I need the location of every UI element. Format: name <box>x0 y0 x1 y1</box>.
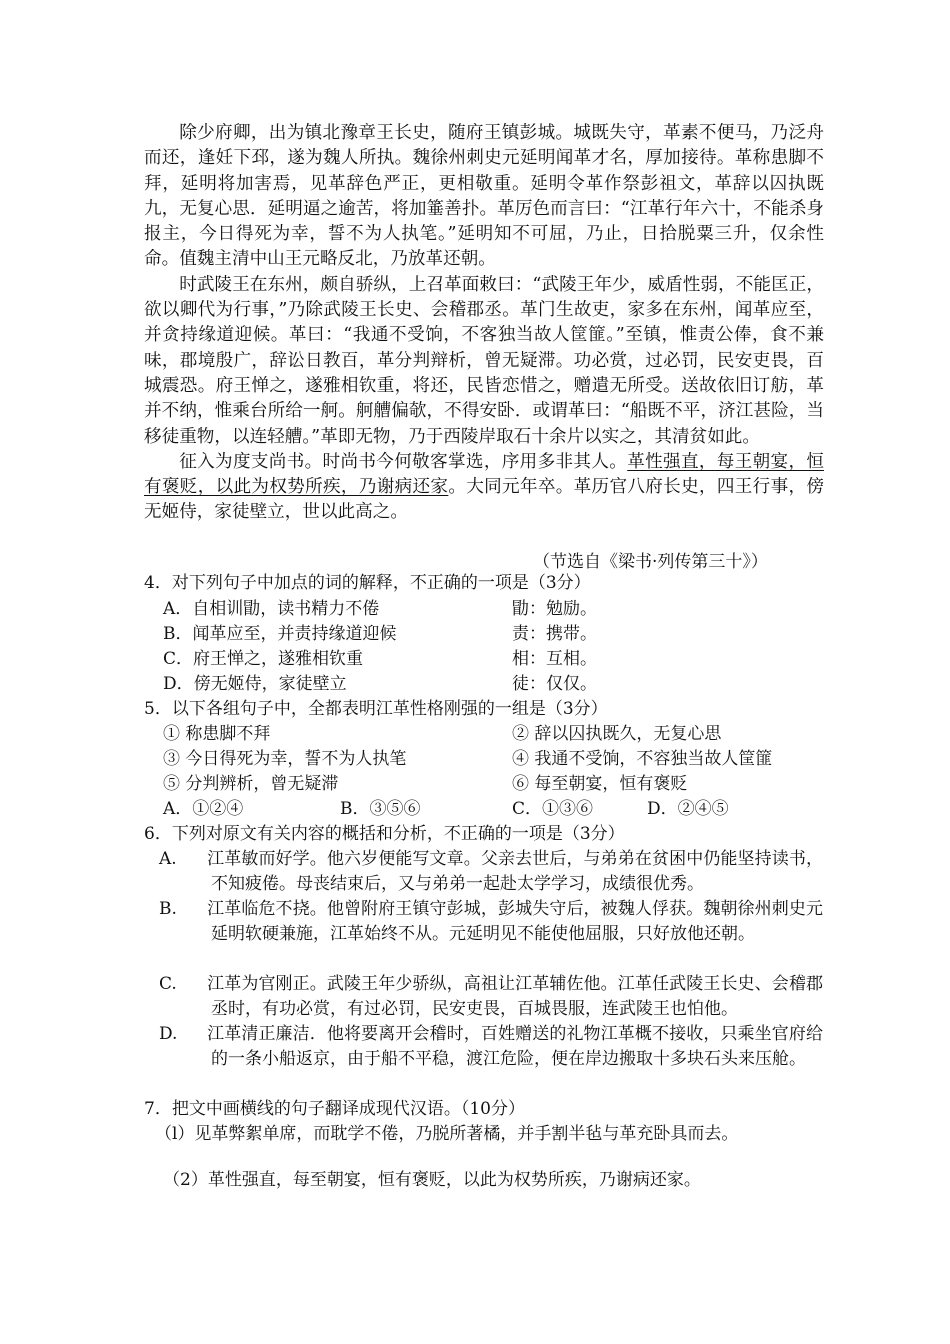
underlined-sentence: 革性强直，每王朝宴，恒有褒贬，以此为权势所疾，乃谢病还家 <box>144 451 824 498</box>
question-6-option-c <box>159 972 823 1022</box>
question-5-choice-d: D．②④⑤ <box>647 799 729 819</box>
question-4-option-a-gloss: 勖：勉励。 <box>512 599 597 619</box>
option-letter: A. <box>159 849 177 869</box>
question-5-item-6: ⑥ 每至朝宴，恒有褒贬 <box>512 774 688 794</box>
question-6-stem: 6．下列对原文有关内容的概括和分析，不正确的一项是（3分） <box>144 824 625 844</box>
classical-passage <box>144 121 824 526</box>
question-5-choice-c: C．①③⑥ <box>512 799 594 819</box>
option-letter: C. <box>159 974 177 994</box>
question-4-option-d: D．傍无姬侍，家徒壁立 <box>163 674 347 694</box>
option-letter: B. <box>159 899 177 919</box>
option-letter: D. <box>159 1024 178 1044</box>
passage-source: （节选自《梁书·列传第三十》） <box>533 552 768 572</box>
question-5-choice-a: A．①②④ <box>163 799 244 819</box>
option-text: 江革敏而好学。他六岁便能写文章。父亲去世后，与弟弟在贫困中仍能坚持读书，不知疲倦。母丧结束后，又与弟弟一起赴太学学习，成绩很优秀。 <box>207 849 823 894</box>
question-4-option-d-gloss: 徒：仅仅。 <box>512 674 597 694</box>
question-5-item-4: ④ 我通不受饷，不容独当故人筐篚 <box>512 749 773 769</box>
paragraph-3-ending: 。大同元年卒。革历官八府长史，四王行事，傍无姬侍，家徒壁立，世以此高之。 <box>144 477 824 523</box>
question-4-option-c: C．府王惮之，遂雅相钦重 <box>163 649 364 669</box>
question-5-choice-b: B．③⑤⑥ <box>340 799 421 819</box>
passage-paragraph-2: 时武陵王在东州，颇自骄纵，上召革面敕曰：“武陵王年少，威盾性弱，不能匡正，欲以卿代为行事，”乃除武陵王长史、会稽郡丞。革门生故吏，家多在东州，闻革应至，并贪持缘道迎候。革曰：“我通不受饷，不客独当故人筐篚。”至镇，惟责公俸，食不兼味，郡境殷广，辞讼日教百，革分判辩析，曾无疑滞。功必赏，过必罚，民安吏畏，百城震恐。府王惮之，遂雅相钦重，将还，民皆恋惜之，赠遣无所受。送故依旧订舫，革并不纳，惟乘台所给一舸。舸艚偏欹，不得安卧．或谓革曰：“船既不平，济江甚险，当移徒重物，以连轻艚。”革即无物，乃于西陵岸取石十余片以实之，其清贫如此。 <box>144 274 824 447</box>
question-5-item-3: ③ 今日得死为幸，誓不为人执笔 <box>163 749 407 769</box>
question-7-stem: 7．把文中画横线的句子翻译成现代汉语。（10分） <box>144 1099 525 1119</box>
translation-sentence-2: （2）革性强直，每至朝宴，恒有褒贬，以此为权势所疾，乃谢病还家。 <box>163 1170 701 1190</box>
option-text: 江革清正廉洁．他将要离开会稽时，百姓赠送的礼物江革概不接收，只乘坐官府给的一条小船返京，由于船不平稳，渡江危险，便在岸边搬取十多块石头来压舱。 <box>207 1024 823 1069</box>
question-4-option-c-gloss: 相：互相。 <box>512 649 597 669</box>
passage-paragraph-3 <box>144 450 824 526</box>
option-text: 江革临危不挠。他曾附府王镇守彭城，彭城失守后，被魏人俘获。魏朝徐州刺史元延明软硬兼施，江革始终不从。元延明见不能使他屈服，只好放他还朝。 <box>207 899 823 944</box>
question-6-option-d <box>159 1022 823 1072</box>
question-4-option-b-gloss: 责：携带。 <box>512 624 597 644</box>
question-5-item-5: ⑤ 分判辨析，曾无疑滞 <box>163 774 339 794</box>
question-6-option-a <box>159 847 823 897</box>
question-5-stem: 5．以下各组句子中，全都表明江革性格刚强的一组是（3分） <box>144 699 608 719</box>
question-5-item-2: ② 辞以囚执既久，无复心思 <box>512 724 722 744</box>
option-text: 江革为官刚正。武陵王年少骄纵，高祖让江革辅佐他。江革任武陵王长史、会稽郡丞时，有功必赏，有过必罚，民安吏畏，百城畏服，连武陵王也怕他。 <box>207 974 823 1019</box>
translation-sentence-1: （l）见革弊絮单席，而耽学不倦，乃脱所著橘，并手割半毡与革充卧具而去。 <box>155 1124 739 1144</box>
question-6-option-b <box>159 897 823 947</box>
passage-paragraph-1: 除少府卿，出为镇北豫章王长史，随府王镇彭城。城既失守，革素不便马，乃泛舟而还，逢妊下邳，遂为魏人所执。魏徐州刺史元延明闻革才名，厚加接待。革称患脚不拜，延明将加害焉，见革辞色严正，更相敬重。延明令革作祭彭祖文，革辞以囚执既九，无复心思．延明逼之逾苦，将加箠善扑。革厉色而言曰：“江革行年六十，不能杀身报主，今日得死为幸，誓不为人执笔。”延明知不可屈，乃止，日拾脱粟三升，仅余性命。值魏主清中山王元略反北，乃放革还朝。 <box>144 123 824 270</box>
question-4-stem: 4．对下列句子中加点的词的解释，不正确的一项是（3分） <box>144 573 591 593</box>
question-4-option-b: B．闻革应至，并责持缘道迎候 <box>163 624 397 644</box>
paragraph-3-opening: 征入为度支尚书。时尚书今何敬客掌选，序用多非其人。 <box>179 451 628 472</box>
question-5-item-1: ① 称患脚不拜 <box>163 724 271 744</box>
question-4-option-a: A．自相训勖，读书精力不倦 <box>163 599 380 619</box>
